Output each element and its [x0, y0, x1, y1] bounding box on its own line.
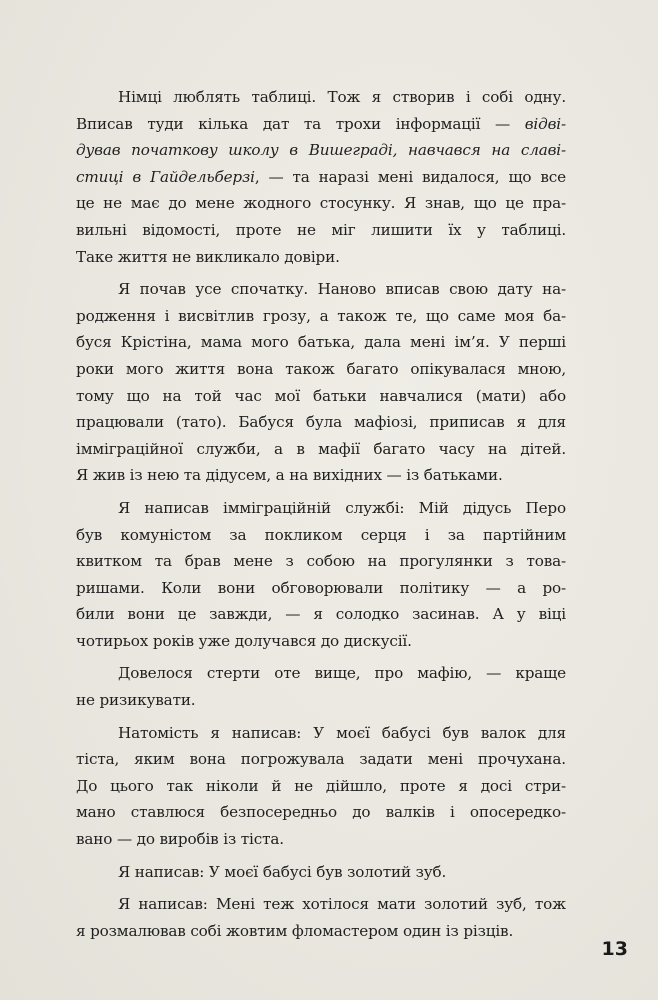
- text-line: родження і висвітлив грозу, а також те, що саме моя ба-: [76, 306, 566, 325]
- text-line-italic: [76, 137, 566, 164]
- italic-run: дував початкову школу в Вишеграді, навчався на славі-: [76, 141, 566, 160]
- text-line: Німці люблять таблиці. Тож я створив і собі одну.: [118, 88, 566, 106]
- text-line: Довелося стерти оте вище, про мафію, — краще: [118, 664, 566, 683]
- text-line: ришами. Коли вони обговорювали політику — а ро-: [76, 578, 566, 597]
- text-line: роки мого життя вона також багато опікувалася мною,: [76, 359, 566, 378]
- text-line: не ризикувати.: [76, 691, 196, 710]
- text-line: [76, 111, 566, 138]
- italic-run: стиці в Гайдельберзі: [76, 167, 255, 186]
- text-line: До цього так ніколи й не дійшло, проте я досі стри-: [76, 776, 566, 795]
- text-line: був комуністом за покликом серця і за партійним: [76, 525, 566, 544]
- text-line: чотирьох років уже долучався до дискусії.: [76, 631, 412, 650]
- text-line: квитком та брав мене з собою на прогулянки з това-: [76, 552, 566, 571]
- text-line: Я почав усе спочатку. Наново вписав свою дату на-: [118, 280, 566, 299]
- text-line: тіста, яким вона погрожувала задати мені прочухана.: [76, 750, 566, 769]
- text-line: [76, 164, 566, 191]
- page-number: 13: [601, 938, 628, 960]
- text-line: буся Крістіна, мама мого батька, дала мені ім’я. У перші: [76, 333, 566, 352]
- book-page-text: [76, 84, 566, 950]
- text-line: били вони це завжди, — я солодко засинав. А у віці: [76, 605, 566, 624]
- text-line: тому що на той час мої батьки навчалися (мати) або: [76, 386, 566, 405]
- text-line: імміграційної служби, а в мафії багато часу на дітей.: [76, 439, 566, 458]
- text-line: вано — до виробів із тіста.: [76, 830, 284, 849]
- italic-run: відві-: [524, 114, 566, 133]
- text-line: мано ставлюся безпосередньо до валків і опосередко-: [76, 803, 566, 822]
- text-line: я розмалював собі жовтим фломастером один із різців.: [76, 921, 514, 940]
- paragraph-4: [76, 660, 566, 713]
- text-line: Я жив із нею та дідусем, а на вихідних — із батьками.: [76, 466, 503, 485]
- paragraph-3: [76, 495, 566, 655]
- text-line: Таке життя не викликало довіри.: [76, 247, 340, 266]
- text-line: Натомість я написав: У моєї бабусі був валок для: [118, 723, 566, 742]
- paragraph-6: [76, 859, 566, 886]
- text-line: працювали (тато). Бабуся була мафіозі, приписав я для: [76, 413, 566, 432]
- paragraph-5: [76, 720, 566, 853]
- text-line: це не має до мене жодного стосунку. Я знав, що це пра-: [76, 194, 566, 213]
- text-run: Вписав туди кілька дат та трохи інформації —: [76, 114, 525, 133]
- paragraph-2: [76, 276, 566, 489]
- text-line: вильні відомості, проте не міг лишити їх у таблиці.: [76, 220, 566, 239]
- text-line: Я написав імміграційній службі: Мій дідусь Перо: [118, 498, 566, 517]
- text-run: , — та наразі мені видалося, що все: [254, 167, 566, 186]
- text-line: Я написав: У моєї бабусі був золотий зуб.: [118, 862, 447, 881]
- text-line: Я написав: Мені теж хотілося мати золотий зуб, тож: [118, 895, 566, 914]
- paragraph-7: [76, 891, 566, 944]
- paragraph-1: [76, 84, 566, 270]
